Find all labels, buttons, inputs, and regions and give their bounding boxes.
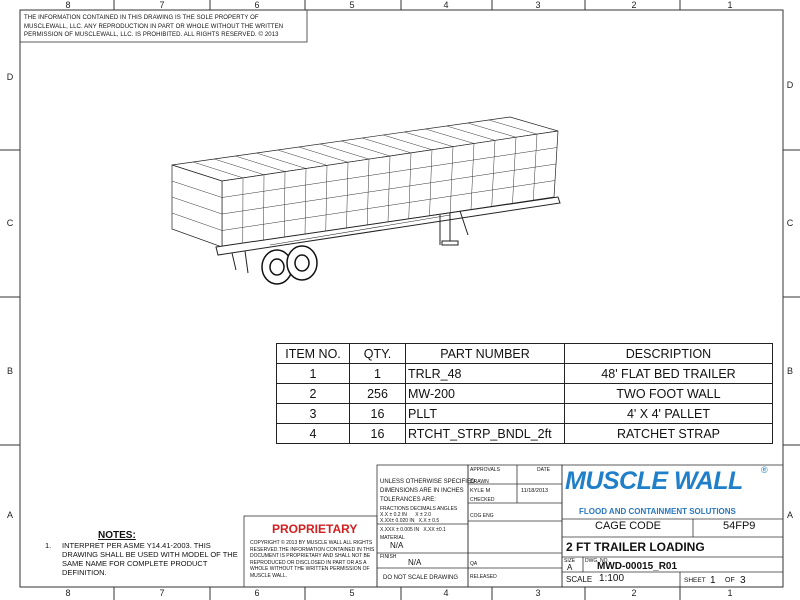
- zone-col-label: 2: [631, 588, 637, 598]
- zone-row-label: A: [786, 510, 793, 520]
- drawing-number: MWD-00015_R01: [597, 561, 678, 572]
- zone-col-label: 6: [254, 588, 260, 598]
- bom-cell: RATCHET STRAP: [565, 424, 773, 444]
- zone-col-label: 2: [631, 0, 637, 10]
- bom-cell: 2: [277, 384, 350, 404]
- zone-row-label: B: [786, 366, 793, 376]
- unless-specified: UNLESS OTHERWISE SPECIFIED: [380, 479, 476, 485]
- bom-cell: RTCHT_STRP_BNDL_2ft: [406, 424, 565, 444]
- bom-cell: 1: [277, 364, 350, 384]
- zone-row-label: D: [786, 80, 794, 90]
- zone-col-label: 3: [535, 588, 541, 598]
- cage-code-value: 54FP9: [723, 520, 756, 532]
- drawn-date: 11/18/2013: [521, 488, 549, 494]
- bom-cell: 1: [350, 364, 406, 384]
- scale-label: SCALE: [566, 575, 593, 584]
- sheet-number: 1: [710, 575, 716, 586]
- drawn-value: KYLE M: [470, 488, 491, 494]
- zone-col-label: 5: [349, 588, 355, 598]
- zone-col-label: 6: [254, 0, 260, 10]
- zone-col-label: 3: [535, 0, 541, 10]
- size-value: A: [567, 563, 573, 572]
- proprietary-title: PROPRIETARY: [272, 522, 358, 536]
- bom-cell: TWO FOOT WALL: [565, 384, 773, 404]
- zone-row-label: C: [786, 218, 794, 228]
- zone-col-label: 5: [349, 0, 355, 10]
- sheet-total: 3: [740, 575, 746, 586]
- tolerance-header: FRACTIONS DECIMALS ANGLES: [380, 506, 458, 512]
- bom-header: ITEM NO.: [277, 344, 350, 364]
- bom-cell: 256: [350, 384, 406, 404]
- do-not-scale: DO NOT SCALE DRAWING: [383, 575, 459, 581]
- zone-col-label: 8: [65, 0, 71, 10]
- finish-label: FINISH: [380, 554, 397, 560]
- dimensions-note: DIMENSIONS ARE IN INCHES: [380, 488, 464, 494]
- sheet-label: SHEET: [684, 577, 706, 584]
- bom-header: PART NUMBER: [406, 344, 565, 364]
- scale-value: 1:100: [599, 573, 625, 584]
- size-label: SIZE: [564, 558, 576, 564]
- material-value: N/A: [390, 541, 404, 550]
- drawn-label: DRAWN: [470, 479, 489, 485]
- cog-eng-label: COG ENG: [470, 513, 494, 519]
- bom-cell: MW-200: [406, 384, 565, 404]
- date-label: DATE: [537, 467, 550, 473]
- zone-col-label: 4: [443, 588, 449, 598]
- brand-name: MUSCLE WALL: [565, 467, 743, 495]
- qa-label: QA: [470, 561, 478, 567]
- bom-cell: 16: [350, 424, 406, 444]
- tolerance-line: X.XX± 0.020 IN X.X ± 0.5: [380, 518, 440, 524]
- bom-cell: 4' X 4' PALLET: [565, 404, 773, 424]
- zone-col-label: 1: [727, 588, 733, 598]
- checked-label: CHECKED: [470, 497, 495, 503]
- tolerances-label: TOLERANCES ARE:: [380, 497, 436, 503]
- note-text: INTERPRET PER ASME Y14.41-2003. THIS DRAWING SHALL BE USED WITH MODEL OF THE SAME NAME FOR COMPLETE PRODUCT DEFINITION.: [62, 541, 238, 577]
- zone-col-label: 8: [65, 588, 71, 598]
- proprietary-text: COPYRIGHT © 2013 BY MUSCLE WALL ALL RIGHTS RESERVED.THE INFORMATION CONTAINED IN THIS DOCUMENT IS PROPRIETARY AND SHALL NOT BE REPRODUCED OR DISCLOSED IN PART OR AS A WHOLE WITHOUT THE WRITTEN PERMISSION OF MUSCLE WALL.: [250, 540, 375, 579]
- zone-col-label: 7: [159, 588, 165, 598]
- tolerance-line: X.X ± 0.2 IN X ± 2.0: [380, 512, 432, 518]
- bom-cell: PLLT: [406, 404, 565, 424]
- drawing-title: 2 FT TRAILER LOADING: [566, 540, 705, 554]
- released-label: RELEASED: [470, 574, 497, 580]
- dwg-no-label: DWG. NO.: [585, 558, 609, 564]
- bom-cell: 4: [277, 424, 350, 444]
- finish-value: N/A: [408, 558, 422, 567]
- zone-row-label: B: [6, 366, 13, 376]
- approvals-label: APPROVALS: [470, 467, 500, 473]
- material-label: MATERIAL: [380, 535, 405, 541]
- brand-tagline: FLOOD AND CONTAINMENT SOLUTIONS: [579, 507, 736, 516]
- zone-row-label: D: [6, 72, 14, 82]
- zone-col-label: 4: [443, 0, 449, 10]
- bom-cell: 16: [350, 404, 406, 424]
- tolerance-line: X.XXX ± 0.005 IN X.XX ±0.1: [380, 527, 446, 533]
- sheet-of-label: OF: [725, 577, 735, 584]
- copyright-notice: THE INFORMATION CONTAINED IN THIS DRAWING IS THE SOLE PROPERTY OF MUSCLEWALL, LLC. ANY REPRODUCTION IN PART OR WHOLE WITHOUT THE WRITTEN PERMISSION OF MUSCLEWALL, LLC. IS PROHIBITED. ALL RIGHTS RESERVED. © 2013: [24, 15, 284, 38]
- zone-row-label: A: [6, 510, 13, 520]
- bom-cell: TRLR_48: [406, 364, 565, 384]
- bom-header: DESCRIPTION: [565, 344, 773, 364]
- zone-row-label: C: [6, 218, 14, 228]
- notes-title: NOTES:: [98, 530, 136, 541]
- bom-header: QTY.: [350, 344, 406, 364]
- registered-mark: ®: [761, 465, 768, 475]
- bom-cell: 48' FLAT BED TRAILER: [565, 364, 773, 384]
- cage-code-label: CAGE CODE: [595, 520, 662, 532]
- zone-col-label: 1: [727, 0, 733, 10]
- note-number: 1.: [45, 541, 52, 550]
- bom-cell: 3: [277, 404, 350, 424]
- zone-col-label: 7: [159, 0, 165, 10]
